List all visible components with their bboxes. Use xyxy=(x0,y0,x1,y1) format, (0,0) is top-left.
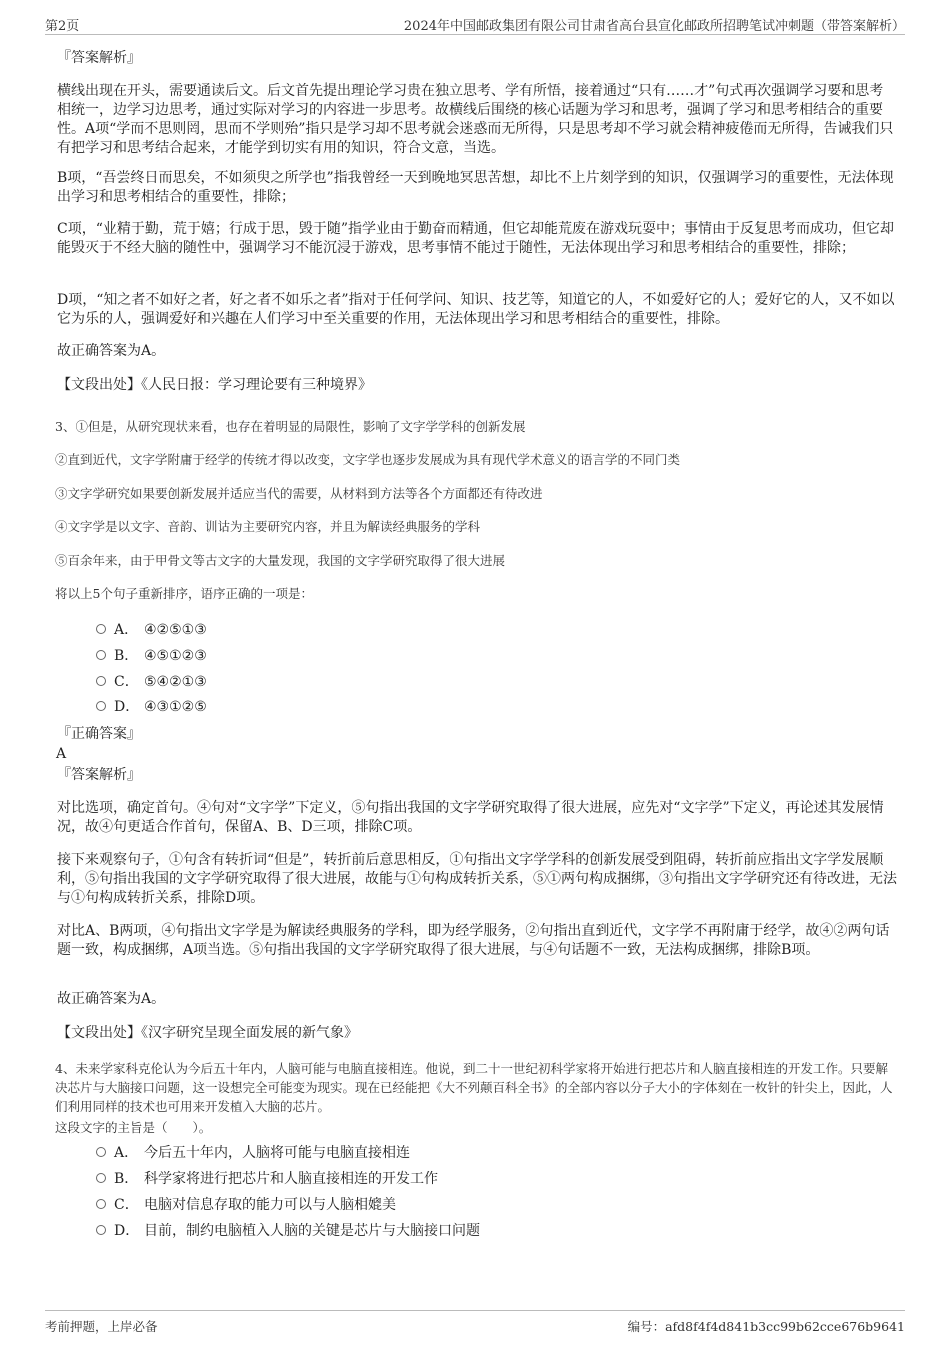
footer-slogan: 考前押题，上岸必备 xyxy=(45,1319,158,1334)
q3-analysis-label: 『答案解析』 xyxy=(57,767,141,783)
q3-analysis-paragraph-3: 对比A、B两项，④句指出文字学是为解读经典服务的学科，即为经学服务，②句指出直到近代，文字学不再附庸于经学，故④②两句话题一致，构成捆绑，A项当选。⑤句指出我国的文字学研究取得了很大进展，与④句话题不一致，无法构成捆绑，排除B项。 xyxy=(57,923,890,958)
q3-analysis-paragraph-2: 接下来观察句子，①句含有转折词“但是”，转折前后意思相反，①句指出文字学学科的创新发展受到阻碍，转折前应指出文字学发展顺利，⑤句指出我国的文字学研究取得了很大进展，故能与①句构成转折关系，⑤①两句构成捆绑，③句指出文字学研究还有待改进，无法与①句构成转折关系，排除D项。 xyxy=(57,852,897,906)
q2-analysis-paragraph-4: D项，“知之者不如好之者，好之者不如乐之者”指对于任何学问、知识、技艺等，知道它的人，不如爱好它的人；爱好它的人，又不如以它为乐的人，强调爱好和兴趣在人们学习中至关重要的作用，无法体现出学习和思考相结合的重要性，排除。 xyxy=(57,292,895,327)
radio-icon[interactable] xyxy=(96,676,106,686)
q3-conclusion: 故正确答案为A。 xyxy=(57,991,166,1007)
radio-icon[interactable] xyxy=(96,650,106,660)
q4-stem: 4、未来学家科克伦认为今后五十年内，人脑可能与电脑直接相连。他说，到二十一世纪初科学家将开始进行把芯片和人脑直接相连的开发工作。只要解决芯片与大脑接口问题，这一设想完全可能变为现实。现在已经能把《大不列颠百科全书》的全部内容以分子大小的字体刻在一枚针的针尖上，因此，人们利用同样的技术也可用来开发植入大脑的芯片。 xyxy=(55,1061,893,1114)
q3-option-d[interactable]: D． ④③①②⑤ xyxy=(96,697,207,717)
radio-icon[interactable] xyxy=(96,1173,106,1183)
document-id: 编号：afd8f4f4d841b3cc99b62cce676b9641 xyxy=(627,1319,905,1334)
q3-sentence-2: ②直到近代，文字学附庸于经学的传统才得以改变，文字学也逐步发展成为具有现代学术意义的语言学的不同门类 xyxy=(55,452,681,467)
q3-analysis-paragraph-1: 对比选项，确定首句。④句对“文字学”下定义，⑤句指出我国的文字学研究取得了很大进展，应先对“文字学”下定义，再论述其发展情况，故④句更适合作首句，保留A、B、D三项，排除C项。 xyxy=(57,800,884,835)
q2-analysis-label: 『答案解析』 xyxy=(57,50,141,66)
q3-option-b[interactable]: B． ④⑤①②③ xyxy=(96,646,207,666)
radio-icon[interactable] xyxy=(96,1225,106,1235)
q3-sentence-4: ④文字学是以文字、音韵、训诂为主要研究内容，并且为解读经典服务的学科 xyxy=(55,519,481,534)
q3-source: 【文段出处】《汉字研究呈现全面发展的新气象》 xyxy=(57,1025,358,1041)
page-number: 第2页 xyxy=(45,19,80,34)
radio-icon[interactable] xyxy=(96,1147,106,1157)
q2-source: 【文段出处】《人民日报：学习理论要有三种境界》 xyxy=(57,377,372,393)
q2-analysis-paragraph-1: 横线出现在开头，需要通读后文。后文首先提出理论学习贵在独立思考、学有所悟，接着通过“只有……才”句式再次强调学习要和思考相统一，边学习边思考，通过实际对学习的内容进一步思考。故横线后围绕的核心话题为学习和思考，强调了学习和思考相结合的重要性。A项“学而不思则罔，思而不学则殆”指只是学习却不思考就会迷惑而无所得，只是思考却不学习就会精神疲倦而无所得，告诫我们只有把学习和思考结合起来，才能学到切实有用的知识，符合文意，当选。 xyxy=(57,83,894,156)
q4-prompt: 这段文字的主旨是（ ）。 xyxy=(55,1120,212,1135)
q2-analysis-paragraph-3: C项，“业精于勤，荒于嬉；行成于思，毁于随”指学业由于勤奋而精通，但它却能荒废在游戏玩耍中；事情由于反复思考而成功，但它却能毁灭于不经大脑的随性中，强调学习不能沉浸于游戏，思考事情不能过于随性，无法体现出学习和思考相结合的重要性，排除； xyxy=(57,221,895,256)
q4-option-b[interactable]: B． 科学家将进行把芯片和人脑直接相连的开发工作 xyxy=(96,1169,438,1189)
q3-answer-label: 『正确答案』 xyxy=(57,726,141,742)
q3-sentence-5: ⑤百余年来，由于甲骨文等古文字的大量发现，我国的文字学研究取得了很大进展 xyxy=(55,553,506,568)
q3-option-a[interactable]: A． ④②⑤①③ xyxy=(96,620,207,640)
radio-icon[interactable] xyxy=(96,624,106,634)
radio-icon[interactable] xyxy=(96,701,106,711)
document-title: 2024年中国邮政集团有限公司甘肃省高台县宣化邮政所招聘笔试冲刺题（带答案解析） xyxy=(403,19,905,34)
q2-analysis-paragraph-2: B项，“吾尝终日而思矣，不如须臾之所学也”指我曾经一天到晚地冥思苦想，却比不上片刻学到的知识，仅强调学习的重要性，无法体现出学习和思考相结合的重要性，排除； xyxy=(57,170,894,205)
q4-option-d[interactable]: D． 目前，制约电脑植入人脑的关键是芯片与大脑接口问题 xyxy=(96,1221,480,1241)
q3-option-c[interactable]: C． ⑤④②①③ xyxy=(96,672,207,692)
q4-option-c[interactable]: C． 电脑对信息存取的能力可以与人脑相媲美 xyxy=(96,1195,396,1215)
q3-sentence-1: 3、①但是，从研究现状来看，也存在着明显的局限性，影响了文字学学科的创新发展 xyxy=(55,419,526,434)
q2-conclusion: 故正确答案为A。 xyxy=(57,343,166,359)
q3-sentence-3: ③文字学研究如果要创新发展并适应当代的需要，从材料到方法等各个方面都还有待改进 xyxy=(55,486,543,501)
q3-prompt: 将以上5个句子重新排序，语序正确的一项是： xyxy=(55,586,313,601)
q4-option-a[interactable]: A． 今后五十年内，人脑将可能与电脑直接相连 xyxy=(96,1143,410,1163)
radio-icon[interactable] xyxy=(96,1199,106,1209)
q3-answer: A xyxy=(56,746,67,762)
page-header xyxy=(45,12,905,35)
page-footer xyxy=(45,1310,905,1334)
